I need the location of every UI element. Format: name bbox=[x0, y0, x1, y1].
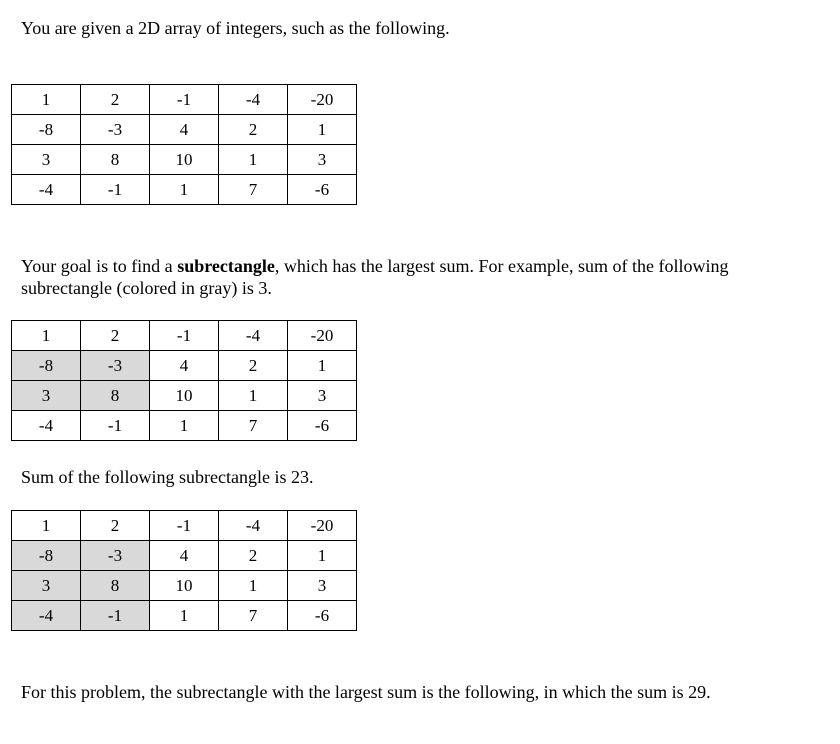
table-cell: 7 bbox=[219, 411, 288, 441]
table-row bbox=[12, 511, 357, 541]
table-cell: 10 bbox=[150, 145, 219, 175]
table-cell: -3 bbox=[81, 351, 150, 381]
table-cell: 2 bbox=[219, 115, 288, 145]
table-cell: 8 bbox=[81, 381, 150, 411]
table-cell: -4 bbox=[12, 411, 81, 441]
table-cell: -4 bbox=[219, 511, 288, 541]
table-cell: 3 bbox=[288, 381, 357, 411]
table-cell: -1 bbox=[81, 411, 150, 441]
sum-23-paragraph: Sum of the following subrectangle is 23. bbox=[21, 467, 314, 487]
table-cell: 1 bbox=[219, 145, 288, 175]
table-cell: -8 bbox=[12, 115, 81, 145]
table-row bbox=[12, 145, 357, 175]
table-cell: 1 bbox=[288, 541, 357, 571]
table-cell: -4 bbox=[219, 85, 288, 115]
table-row bbox=[12, 115, 357, 145]
table-cell: 1 bbox=[150, 175, 219, 205]
table-cell: -6 bbox=[288, 411, 357, 441]
table-cell: -1 bbox=[150, 511, 219, 541]
table-cell: -20 bbox=[288, 511, 357, 541]
table-cell: -20 bbox=[288, 321, 357, 351]
array-table-example-sum-23 bbox=[11, 510, 357, 631]
table-cell: 1 bbox=[12, 85, 81, 115]
table-cell: 2 bbox=[81, 321, 150, 351]
table-row bbox=[12, 601, 357, 631]
intro-paragraph: You are given a 2D array of integers, such as the following. bbox=[21, 18, 450, 38]
table-cell: -4 bbox=[12, 601, 81, 631]
table-cell: 3 bbox=[12, 381, 81, 411]
table-cell: 1 bbox=[150, 601, 219, 631]
table-cell: 3 bbox=[288, 145, 357, 175]
table-cell: 3 bbox=[12, 571, 81, 601]
table-cell: 7 bbox=[219, 601, 288, 631]
table-cell: -8 bbox=[12, 351, 81, 381]
table-cell: 4 bbox=[150, 115, 219, 145]
array-table-example-sum-3 bbox=[11, 320, 357, 441]
table-cell: 4 bbox=[150, 541, 219, 571]
table-cell: 3 bbox=[288, 571, 357, 601]
final-paragraph: For this problem, the subrectangle with the largest sum is the following, in which the sum is 29. bbox=[21, 682, 711, 702]
table-cell: 1 bbox=[12, 511, 81, 541]
table-cell: 8 bbox=[81, 571, 150, 601]
table-cell: 1 bbox=[288, 115, 357, 145]
table-cell: -1 bbox=[81, 175, 150, 205]
table-row bbox=[12, 381, 357, 411]
table-cell: 1 bbox=[219, 571, 288, 601]
table-cell: 3 bbox=[12, 145, 81, 175]
table-cell: 2 bbox=[81, 511, 150, 541]
table-cell: 8 bbox=[81, 145, 150, 175]
table-cell: -1 bbox=[81, 601, 150, 631]
table-cell: -3 bbox=[81, 541, 150, 571]
goal-text-start: Your goal is to find a bbox=[21, 256, 178, 276]
table-cell: 4 bbox=[150, 351, 219, 381]
table-cell: 2 bbox=[219, 541, 288, 571]
table-cell: -3 bbox=[81, 115, 150, 145]
table-row bbox=[12, 85, 357, 115]
subrectangle-term: subrectangle bbox=[177, 256, 275, 276]
table-cell: 10 bbox=[150, 571, 219, 601]
goal-paragraph bbox=[21, 255, 781, 299]
table-cell: 2 bbox=[219, 351, 288, 381]
goal-text-end: , which has the largest sum. For example, sum of the following subrectangle (colored in gray) is 3. bbox=[21, 256, 729, 298]
table-cell: -4 bbox=[12, 175, 81, 205]
table-cell: 1 bbox=[219, 381, 288, 411]
table-row bbox=[12, 411, 357, 441]
table-cell: 10 bbox=[150, 381, 219, 411]
table-row bbox=[12, 321, 357, 351]
table-cell: -6 bbox=[288, 175, 357, 205]
table-cell: 1 bbox=[288, 351, 357, 381]
table-cell: -6 bbox=[288, 601, 357, 631]
table-cell: 1 bbox=[12, 321, 81, 351]
table-row bbox=[12, 351, 357, 381]
table-row bbox=[12, 541, 357, 571]
table-cell: -8 bbox=[12, 541, 81, 571]
table-cell: 1 bbox=[150, 411, 219, 441]
table-cell: 2 bbox=[81, 85, 150, 115]
table-cell: -4 bbox=[219, 321, 288, 351]
table-cell: -1 bbox=[150, 321, 219, 351]
array-table-original bbox=[11, 84, 357, 205]
table-cell: -20 bbox=[288, 85, 357, 115]
table-row bbox=[12, 175, 357, 205]
table-cell: 7 bbox=[219, 175, 288, 205]
table-row bbox=[12, 571, 357, 601]
table-cell: -1 bbox=[150, 85, 219, 115]
